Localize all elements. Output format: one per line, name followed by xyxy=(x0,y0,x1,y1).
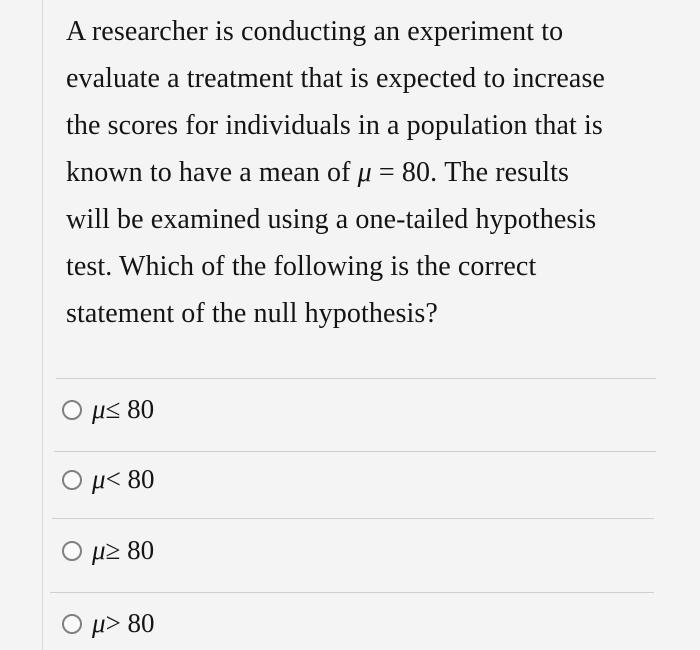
question-text xyxy=(66,8,666,337)
left-margin-rule xyxy=(42,0,43,650)
divider xyxy=(54,451,656,452)
option-relation: ≥ 80 xyxy=(105,535,155,565)
option-mu-lt-80[interactable] xyxy=(62,464,155,495)
option-relation: > 80 xyxy=(105,608,155,638)
mu-symbol: μ xyxy=(92,535,106,565)
question-line: evaluate a treatment that is expected to increase xyxy=(66,63,605,94)
option-mu-ge-80[interactable] xyxy=(62,535,154,566)
mu-symbol: μ xyxy=(92,464,106,494)
question-line: statement of the null hypothesis? xyxy=(66,298,438,329)
question-line-mean xyxy=(66,149,666,196)
question-line: will be examined using a one-tailed hypothesis xyxy=(66,204,597,235)
mu-symbol: μ xyxy=(92,394,106,424)
option-relation: ≤ 80 xyxy=(105,394,155,424)
question-line: the scores for individuals in a population that is xyxy=(66,110,603,141)
mu-symbol: μ xyxy=(92,608,106,638)
option-label xyxy=(92,608,155,639)
mu-symbol: μ xyxy=(357,157,372,188)
question-line: A researcher is conducting an experiment to xyxy=(66,16,564,47)
divider xyxy=(52,518,654,519)
option-mu-le-80[interactable] xyxy=(62,394,154,425)
radio-button[interactable] xyxy=(62,614,82,634)
option-label xyxy=(92,464,155,495)
radio-button[interactable] xyxy=(62,541,82,561)
question-line-start: known to have a mean of xyxy=(66,157,351,188)
divider xyxy=(56,378,656,379)
option-relation: < 80 xyxy=(105,464,155,494)
divider xyxy=(50,592,654,593)
option-mu-gt-80[interactable] xyxy=(62,608,155,639)
option-label xyxy=(92,394,154,425)
option-label xyxy=(92,535,154,566)
mean-expression: = 80. The results xyxy=(371,157,570,188)
question-line: test. Which of the following is the correct xyxy=(66,251,537,282)
radio-button[interactable] xyxy=(62,470,82,490)
radio-button[interactable] xyxy=(62,400,82,420)
